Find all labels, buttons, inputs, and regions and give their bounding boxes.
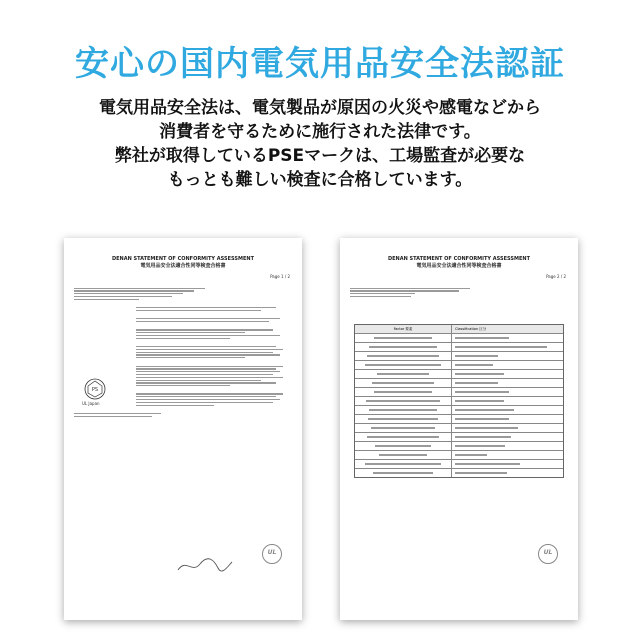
table-row — [355, 397, 563, 406]
table-row — [355, 406, 563, 415]
lead-line-1: 電気用品安全法は、電気製品が原因の火災や感電などから — [99, 98, 541, 118]
table-header-classification: Classification 区分 — [455, 326, 487, 331]
table-row — [355, 334, 563, 343]
ul-mark-icon: UL — [538, 544, 558, 564]
table-row — [355, 460, 563, 469]
table-row — [355, 433, 563, 442]
lead-line-3: 弊社が取得しているPSEマークは、工場監査が必要な — [114, 146, 526, 166]
table-row — [355, 343, 563, 352]
certificate-heading-jp: 電気用品安全法適合性同等検査合格書 — [416, 263, 502, 269]
pse-caption: UL Japan — [82, 401, 100, 406]
table-row — [355, 415, 563, 424]
certificate-heading-en: DENAN STATEMENT OF CONFORMITY ASSESSMENT — [111, 256, 255, 262]
certificate-fields — [350, 286, 568, 299]
certificate-page-2 — [340, 238, 578, 620]
table-header-factor: Factor 要素 — [355, 325, 452, 333]
table-row — [355, 379, 563, 388]
svg-text:PS: PS — [91, 387, 99, 393]
ul-mark-icon: UL — [262, 544, 282, 564]
table-row — [355, 451, 563, 460]
signature-icon — [174, 556, 234, 576]
table-row — [355, 352, 563, 361]
certificate-page-1 — [64, 238, 302, 620]
classification-table — [354, 324, 564, 478]
lead-line-2: 消費者を守るために施行された法律です。 — [159, 122, 481, 142]
certificate-heading-en: DENAN STATEMENT OF CONFORMITY ASSESSMENT — [387, 256, 531, 262]
page-number: Page 1 / 2 — [270, 274, 290, 279]
certificate-heading — [64, 256, 302, 270]
certificate-fields — [74, 286, 292, 423]
lead-line-4: もっとも難しい検査に合格しています。 — [167, 170, 473, 190]
table-row — [355, 370, 563, 379]
pse-mark-icon — [84, 378, 106, 400]
table-row — [355, 442, 563, 451]
certificate-heading-jp: 電気用品安全法適合性同等検査合格書 — [140, 263, 226, 269]
table-header-row — [355, 325, 563, 334]
page-title: 安心の国内電気用品安全法認証 — [75, 44, 565, 84]
table-row — [355, 469, 563, 477]
table-row — [355, 424, 563, 433]
table-row — [355, 361, 563, 370]
certificate-heading — [340, 256, 578, 270]
table-row — [355, 388, 563, 397]
lead-text — [0, 96, 640, 192]
page-number: Page 2 / 2 — [546, 274, 566, 279]
